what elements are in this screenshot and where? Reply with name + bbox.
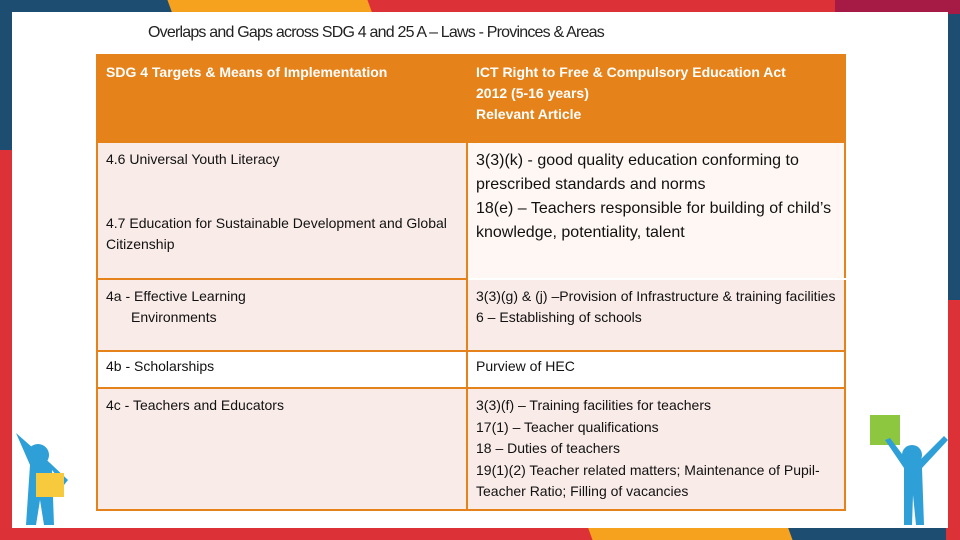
target: 4a - Effective Learning (106, 288, 246, 304)
child-reading-illustration-left (8, 425, 78, 535)
article: 19(1)(2) Teacher related matters; Maintenance of Pupil-Teacher Ratio; Filling of vacancies (476, 461, 820, 499)
article: 6 – Establishing of schools (476, 309, 642, 325)
row-left (97, 142, 467, 279)
table-row (97, 142, 845, 279)
target: Environments (131, 309, 217, 325)
row-right (467, 142, 845, 279)
table-row (97, 279, 845, 351)
sdg-table (96, 54, 846, 511)
child-book-illustration-right (860, 400, 955, 530)
header-right (467, 55, 845, 142)
header-line: Relevant Article (476, 106, 582, 122)
article: 18(e) – Teachers responsible for building of child’s knowledge, potentiality, talent (476, 200, 832, 241)
article: 3(3)(g) & (j) –Provision of Infrastructure & training facilities (476, 288, 836, 304)
table-header-row (97, 55, 845, 142)
row-right: Purview of HEC (467, 351, 845, 388)
article: 18 – Duties of teachers (476, 440, 620, 456)
target-4-6: 4.6 Universal Youth Literacy (106, 151, 280, 167)
row-right (467, 279, 845, 351)
target-4-7: 4.7 Education for Sustainable Development and Global Citizenship (106, 215, 447, 252)
table-row (97, 351, 845, 388)
article: 3(3)(f) – Training facilities for teachers (476, 397, 711, 413)
article: 17(1) – Teacher qualifications (476, 418, 659, 435)
row-left: 4b - Scholarships (97, 351, 467, 388)
header-line: 2012 (5-16 years) (476, 85, 589, 101)
slide-title: Overlaps and Gaps across SDG 4 and 25 A – Laws - Provinces & Areas (148, 24, 604, 41)
header-left: SDG 4 Targets & Means of Implementation (97, 55, 467, 142)
row-right (467, 388, 845, 510)
table-row (97, 388, 845, 510)
decor-band-bottom-orange (587, 526, 792, 540)
article: 3(3)(k) - good quality education conforming to prescribed standards and norms (476, 152, 799, 193)
decor-band-bottom-red (0, 526, 600, 540)
row-left: 4c - Teachers and Educators (97, 388, 467, 510)
row-left (97, 279, 467, 351)
header-line: ICT Right to Free & Compulsory Education Act (476, 64, 786, 80)
